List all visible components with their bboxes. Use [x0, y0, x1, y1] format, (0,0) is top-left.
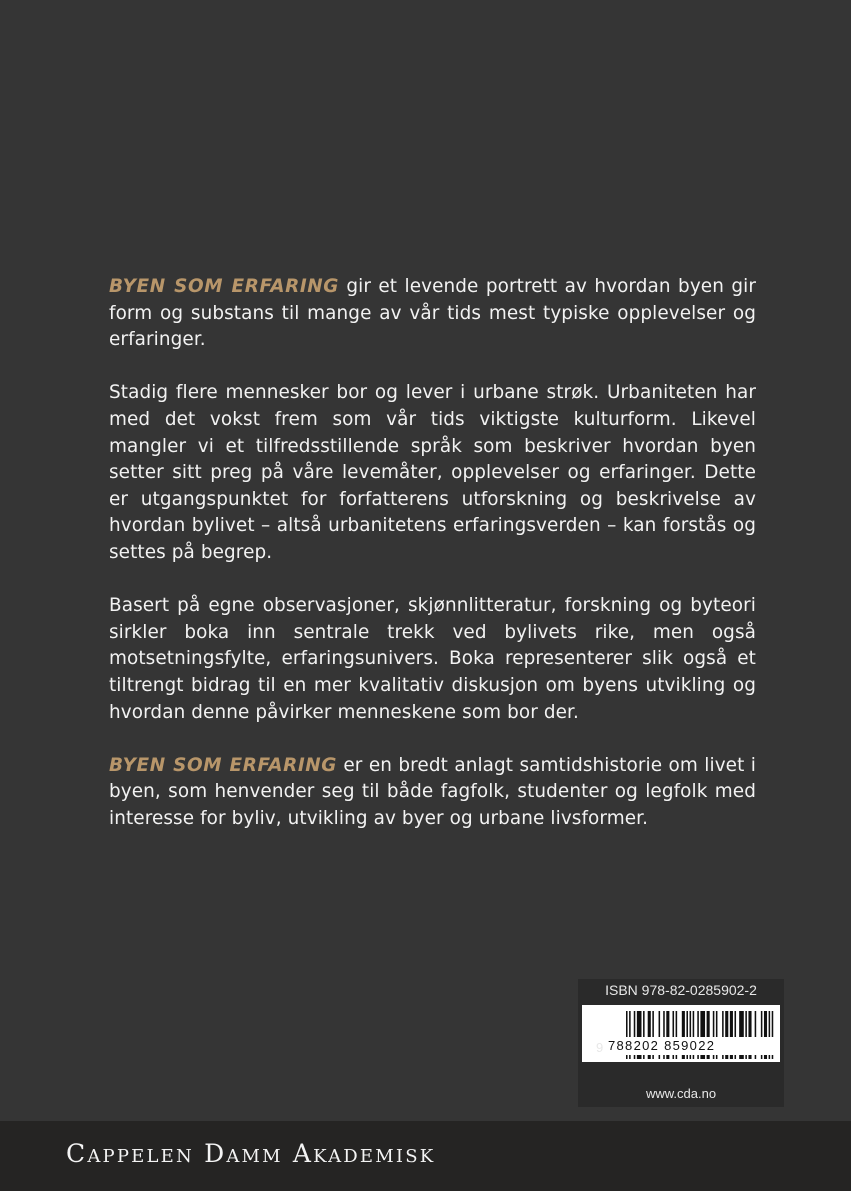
blurb-paragraph-1 — [109, 274, 756, 354]
blurb-paragraph-3: Basert på egne observasjoner, skjønnlitteratur, forskning og byteori sirkler boka inn sentrale trekk ved bylivets rike, men også motsetningsfylte, erfaringsunivers. Boka representerer slik også et tiltrengt bidrag til en mer kvalitativ diskusjon om byens utvikling og hvordan denne påvirker menneskene som bor der. — [109, 595, 756, 723]
isbn-box — [578, 979, 784, 1107]
publisher-footer — [0, 1121, 851, 1191]
barcode-first-digit: 9 — [596, 1040, 604, 1055]
blurb-paragraph-1-text: gir et levende portrett av hvordan byen gir form og substans til mange av vår tids mest typiske opplevelser og erfaringer. — [109, 276, 757, 351]
blurb-text — [109, 274, 756, 859]
book-title-emphasis: BYEN SOM ERFARING — [109, 754, 337, 776]
publisher-website: www.cda.no — [645, 1086, 717, 1101]
book-title-emphasis: BYEN SOM ERFARING — [109, 276, 339, 297]
publisher-logo: Cappelen Damm Akademisk — [66, 1139, 436, 1168]
isbn-label: ISBN 978-82-0285902-2 — [605, 982, 757, 998]
barcode-digits: 788202 859022 — [608, 1037, 776, 1055]
blurb-paragraph-4-text: er en bredt anlagt samtidshistorie om livet i byen, som henvender seg til både fagfolk, studenter og legfolk med interesse for byliv, utvikling av byer og urbane livsformer. — [109, 754, 756, 829]
blurb-paragraph-4 — [109, 753, 756, 833]
blurb-paragraph-2: Stadig flere mennesker bor og lever i urbane strøk. Urbaniteten har med det vokst frem som vår tids viktigste kulturform. Likevel mangler vi et tilfredsstillende språk som beskriver hvordan byen setter sitt preg på våre levemåter, opplevelser og erfaringer. Dette er utgangspunktet for forfatterens utforskning og beskrivelse av hvordan bylivet – altså urbanitetens erfaringsverden – kan forstås og settes på begrep. — [109, 382, 756, 563]
